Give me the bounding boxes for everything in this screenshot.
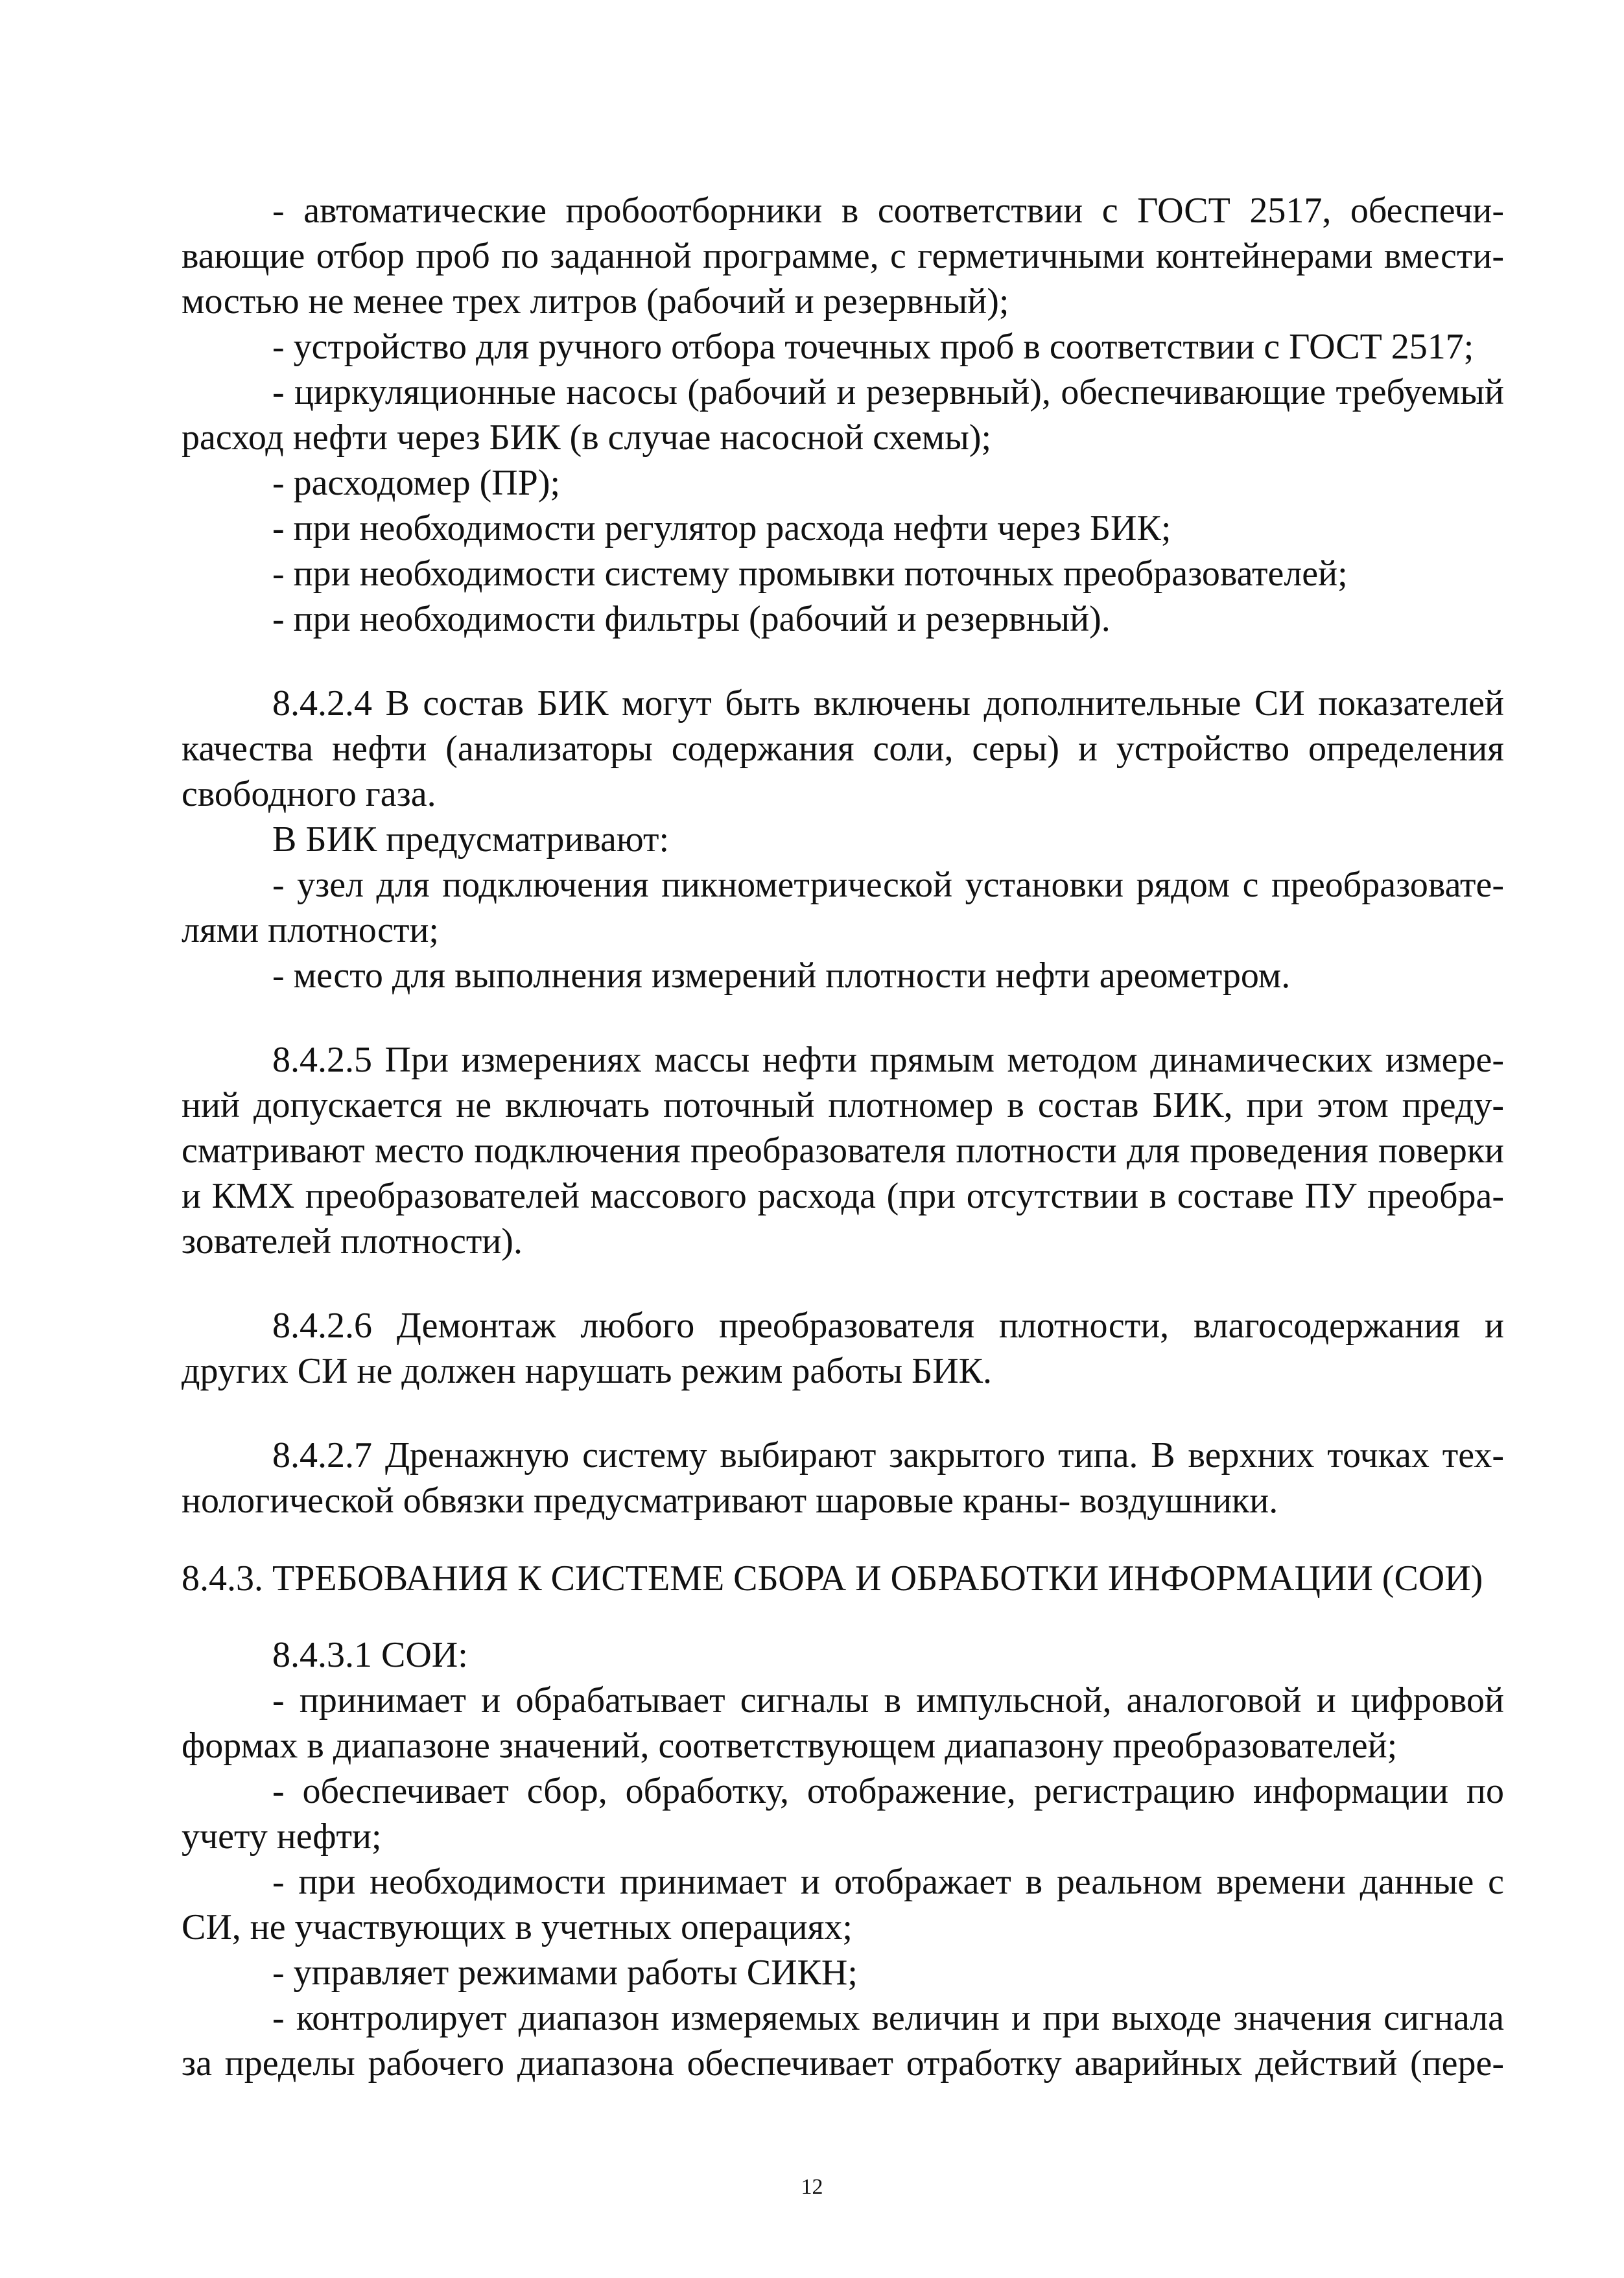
text-line: мостью не менее трех литров (рабочий и резервный);	[182, 281, 1009, 322]
text-line: - контролирует диапазон измеряемых величин и при выходе значения сигнала	[272, 1998, 1504, 2038]
text-line: - устройство для ручного отбора точечных проб в соответствии с ГОСТ 2517;	[272, 327, 1474, 367]
text-line: - расходомер (ПР);	[272, 463, 561, 503]
text-line: зователей плотности).	[182, 1221, 523, 1262]
text-line: 8.4.2.6 Демонтаж любого преобразователя плотности, влагосодержания и	[272, 1306, 1504, 1346]
paragraph-p-8-4-2-4	[182, 681, 1504, 998]
page-number: 12	[801, 2175, 823, 2199]
text-line: - узел для подключения пикнометрической установки рядом с преобразовате-	[272, 865, 1504, 905]
section-heading: 8.4.3. ТРЕБОВАНИЯ К СИСТЕМЕ СБОРА И ОБРАБОТКИ ИНФОРМАЦИИ (СОИ)	[182, 1558, 1483, 1599]
text-line: и КМХ преобразователей массового расхода (при отсутствии в составе ПУ преобра-	[182, 1176, 1504, 1216]
text-line: - место для выполнения измерений плотности нефти ареометром.	[272, 956, 1291, 996]
text-line: других СИ не должен нарушать режим работы БИК.	[182, 1351, 993, 1391]
text-line: расход нефти через БИК (в случае насосной схемы);	[182, 417, 992, 458]
document-body	[182, 188, 1504, 2086]
text-line: 8.4.2.4 В состав БИК могут быть включены дополнительные СИ показателей	[272, 683, 1504, 723]
text-line: вающие отбор проб по заданной программе, с герметичными контейнерами вмести-	[182, 236, 1504, 276]
text-line: 8.4.2.7 Дренажную систему выбирают закрытого типа. В верхних точках тех-	[272, 1435, 1504, 1475]
paragraph-p-8-4-2-7	[182, 1433, 1504, 1523]
text-line: - при необходимости систему промывки поточных преобразователей;	[272, 554, 1348, 594]
text-line: нологической обвязки предусматривают шаровые краны- воздушники.	[182, 1481, 1278, 1521]
text-line: 8.4.2.5 При измерениях массы нефти прямым методом динамических измере-	[272, 1040, 1504, 1080]
paragraph-p-8-4-2-6	[182, 1303, 1504, 1394]
text-line: за пределы рабочего диапазона обеспечивает отработку аварийных действий (пере-	[182, 2043, 1504, 2084]
text-line: - при необходимости принимает и отображает в реальном времени данные с	[272, 1862, 1504, 1902]
paragraph-p-8-4-2-5	[182, 1037, 1504, 1264]
text-line: - управляет режимами работы СИКН;	[272, 1953, 858, 1993]
text-line: - автоматические пробоотборники в соответствии с ГОСТ 2517, обеспечи-	[272, 191, 1504, 231]
paragraph-p-8-4-3-1	[182, 1632, 1504, 2086]
text-line: формах в диапазоне значений, соответствующем диапазону преобразователей;	[182, 1726, 1398, 1766]
text-line: - циркуляционные насосы (рабочий и резервный), обеспечивающие требуемый	[272, 372, 1504, 412]
text-line: учету нефти;	[182, 1816, 382, 1857]
text-line: - принимает и обрабатывает сигналы в импульсной, аналоговой и цифровой	[272, 1680, 1504, 1720]
text-line: В БИК предусматривают:	[272, 819, 670, 860]
text-line: СИ, не участвующих в учетных операциях;	[182, 1907, 853, 1947]
text-line: лями плотности;	[182, 910, 439, 950]
text-line: 8.4.3.1 СОИ:	[272, 1635, 468, 1675]
paragraph-list-1	[182, 188, 1504, 642]
text-line: ний допускается не включать поточный плотномер в состав БИК, при этом преду-	[182, 1085, 1504, 1125]
text-line: - при необходимости фильтры (рабочий и резервный).	[272, 599, 1111, 639]
text-line: свободного газа.	[182, 774, 436, 814]
text-line: - обеспечивает сбор, обработку, отображение, регистрацию информации по	[272, 1771, 1504, 1811]
text-line: сматривают место подключения преобразователя плотности для проведения поверки	[182, 1131, 1504, 1171]
text-line: - при необходимости регулятор расхода нефти через БИК;	[272, 508, 1171, 548]
text-line: качества нефти (анализаторы содержания соли, серы) и устройство определения	[182, 729, 1504, 769]
